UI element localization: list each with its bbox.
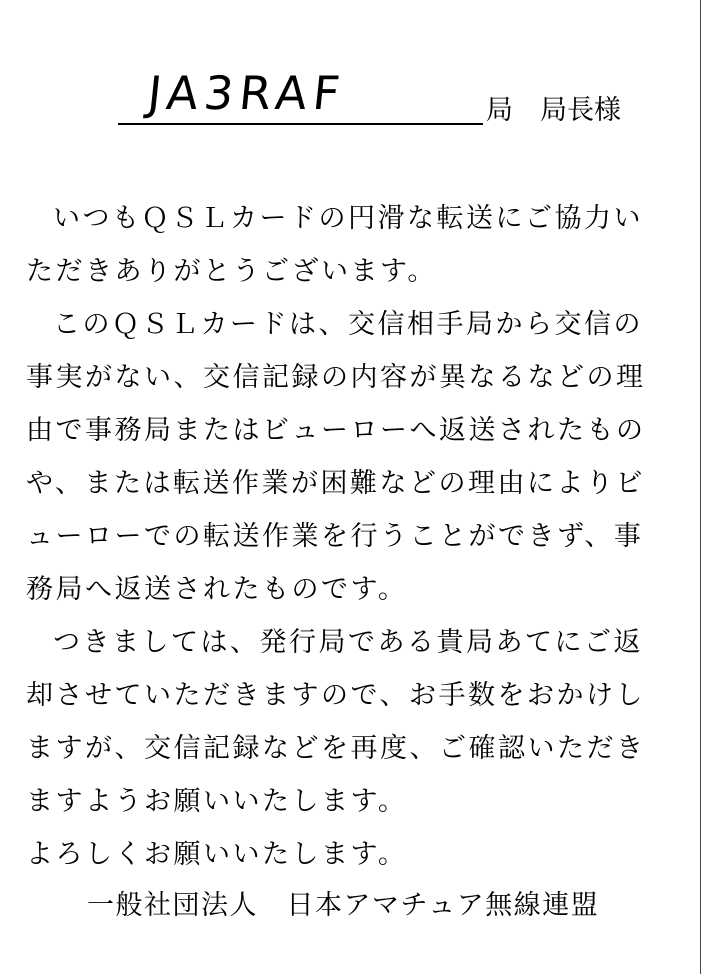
letter-body [26, 192, 646, 881]
closing-line: よろしくお願いいたします。 [26, 839, 408, 870]
scan-edge-line [700, 0, 701, 974]
addressee-title: 局 局長様 [486, 95, 621, 126]
callsign-underline [118, 123, 483, 125]
addressee-line [118, 60, 678, 130]
paragraph-reason: このＱＳＬカードは、交信相手局から交信の事実がない、交信記録の内容が異なるなどの理由で事務局またはビューローへ返送されたものや、または転送作業が困難などの理由によりビューローでの転送作業を行うことができず、事務局へ返送されたものです。 [26, 309, 646, 605]
handwritten-callsign: JA3RAF [145, 66, 349, 120]
paragraph-request: つきましては、発行局である貴局あてにご返却させていただきますので、お手数をおかけしますが、交信記録などを再度、ご確認いただきますようお願いいたします。 [26, 627, 646, 817]
paragraph-thanks: いつもＱＳＬカードの円滑な転送にご協力いただきありがとうございます。 [26, 203, 643, 287]
sender-signature: 一般社団法人 日本アマチュア無線連盟 [87, 890, 600, 921]
